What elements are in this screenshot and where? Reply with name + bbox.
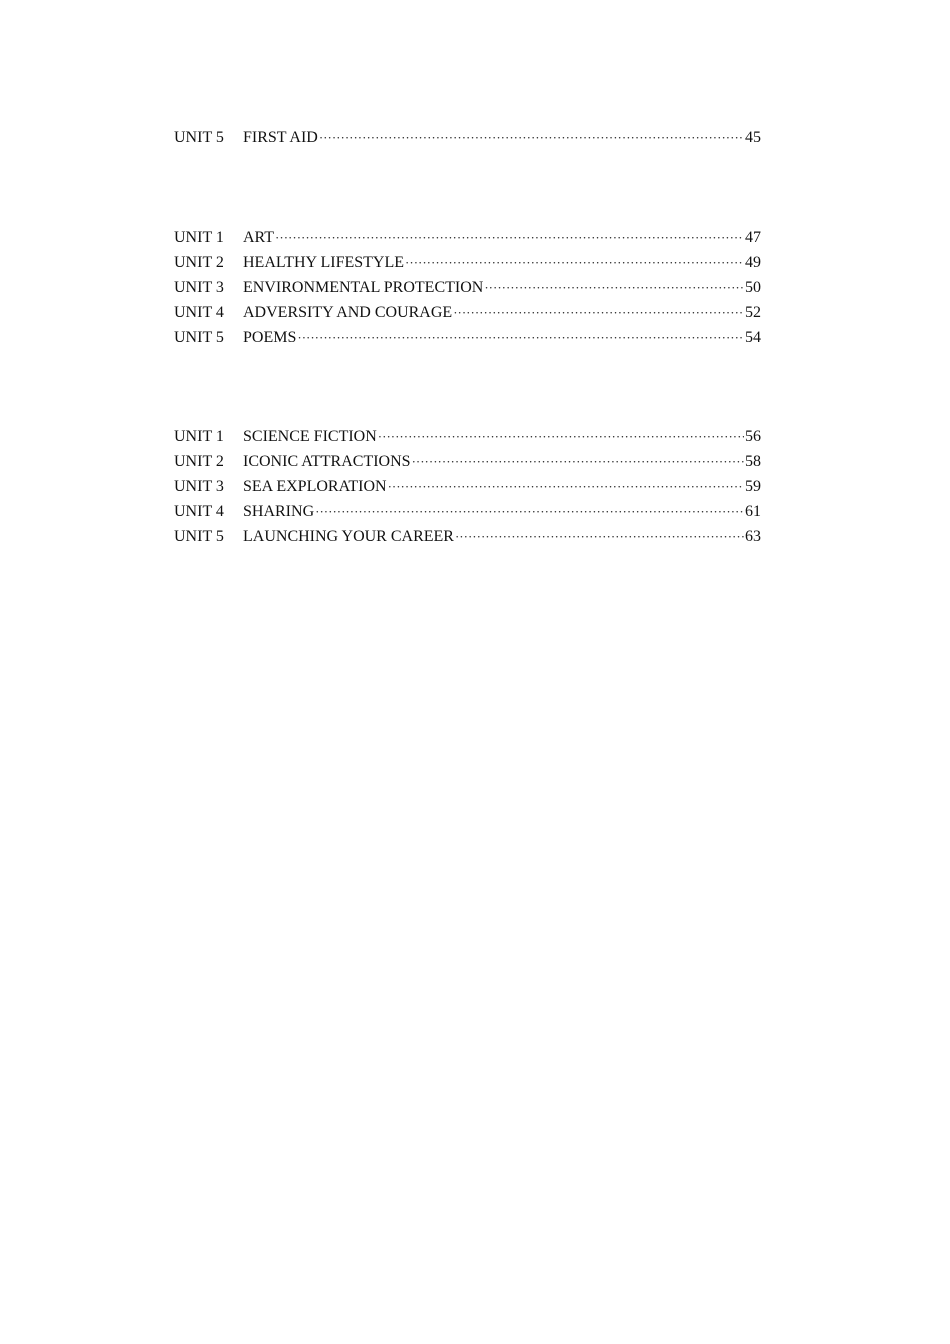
toc-unit-title: ADVERSITY AND COURAGE: [243, 304, 453, 321]
toc-unit-number: UNIT 5: [174, 329, 224, 346]
toc-dot-leader: [388, 474, 744, 499]
toc-unit-number: UNIT 4: [174, 503, 224, 520]
toc-unit-number: UNIT 5: [174, 129, 224, 146]
toc-unit-title: SCIENCE FICTION: [243, 428, 377, 445]
toc-unit-title: POEMS: [243, 329, 297, 346]
toc-unit-title: HEALTHY LIFESTYLE: [243, 254, 405, 271]
toc-entry[interactable]: [174, 300, 761, 325]
toc-entry[interactable]: [174, 225, 761, 250]
toc-unit-title: ART: [243, 229, 275, 246]
toc-page-number: 50: [745, 279, 761, 296]
toc-unit-number: UNIT 3: [174, 279, 224, 296]
toc-dot-leader: [275, 225, 744, 250]
toc-entry[interactable]: [174, 524, 761, 549]
toc-page-number: 56: [745, 428, 761, 445]
toc-page-number: 52: [745, 304, 761, 321]
toc-unit-number: UNIT 2: [174, 453, 224, 470]
toc-unit-title: SHARING: [243, 503, 315, 520]
toc-dot-leader: [319, 125, 744, 150]
toc-page-number: 58: [745, 453, 761, 470]
toc-entry[interactable]: [174, 125, 761, 150]
toc-page-number: 45: [745, 129, 761, 146]
toc-dot-leader: [405, 250, 744, 275]
toc-unit-number: UNIT 4: [174, 304, 224, 321]
toc-entry[interactable]: [174, 325, 761, 350]
toc-group-1: [174, 125, 761, 150]
toc-entry[interactable]: [174, 424, 761, 449]
toc-page-number: 47: [745, 229, 761, 246]
toc-dot-leader: [453, 300, 744, 325]
toc-group-2: [174, 225, 761, 350]
toc-dot-leader: [455, 524, 744, 549]
toc-unit-number: UNIT 2: [174, 254, 224, 271]
toc-page-number: 54: [745, 329, 761, 346]
toc-group-3: [174, 424, 761, 549]
toc-unit-title: ENVIRONMENTAL PROTECTION: [243, 279, 484, 296]
toc-unit-title: LAUNCHING YOUR CAREER: [243, 528, 454, 545]
toc-unit-title: ICONIC ATTRACTIONS: [243, 453, 411, 470]
toc-unit-number: UNIT 1: [174, 229, 224, 246]
toc-dot-leader: [315, 499, 744, 524]
toc-unit-title: FIRST AID: [243, 129, 318, 146]
toc-dot-leader: [297, 325, 744, 350]
toc-entry[interactable]: [174, 449, 761, 474]
toc-unit-number: UNIT 5: [174, 528, 224, 545]
toc-entry[interactable]: [174, 275, 761, 300]
toc-page-number: 59: [745, 478, 761, 495]
toc-page-number: 49: [745, 254, 761, 271]
toc-page-number: 61: [745, 503, 761, 520]
toc-entry[interactable]: [174, 250, 761, 275]
toc-unit-number: UNIT 3: [174, 478, 224, 495]
toc-unit-number: UNIT 1: [174, 428, 224, 445]
toc-entry[interactable]: [174, 474, 761, 499]
toc-unit-title: SEA EXPLORATION: [243, 478, 387, 495]
toc-page-number: 63: [745, 528, 761, 545]
toc-dot-leader: [412, 449, 744, 474]
toc-dot-leader: [484, 275, 744, 300]
toc-dot-leader: [378, 424, 744, 449]
toc-entry[interactable]: [174, 499, 761, 524]
